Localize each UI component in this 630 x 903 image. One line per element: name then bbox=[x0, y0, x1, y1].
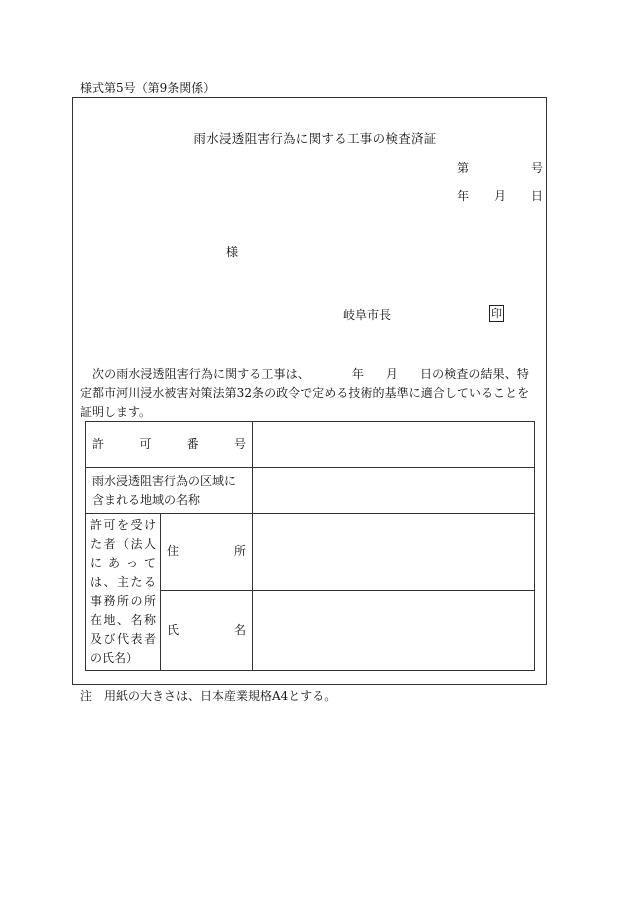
area-name-value[interactable] bbox=[253, 468, 535, 514]
paper-size-note: 注 用紙の大きさは、日本産業規格A4とする。 bbox=[80, 689, 337, 703]
statement-month: 月 bbox=[385, 367, 399, 381]
statement-text-b: 日の検査の結果、特 bbox=[420, 367, 529, 381]
address-row bbox=[86, 514, 535, 591]
number-suffix: 号 bbox=[531, 161, 544, 175]
form-number-header: 様式第5号（第9条関係） bbox=[80, 81, 216, 95]
name-value[interactable] bbox=[253, 590, 535, 670]
date-month: 月 bbox=[494, 189, 507, 203]
permit-holder-label: 許可を受けた者（法人にあっては、主たる事務所の所在地、名称及び代表者の氏名） bbox=[86, 514, 161, 671]
permit-number-label: 許 可 番 号 bbox=[86, 422, 253, 468]
permit-number-value[interactable] bbox=[253, 422, 535, 468]
date-year: 年 bbox=[457, 189, 470, 203]
area-name-row bbox=[86, 468, 535, 514]
details-table bbox=[85, 421, 535, 671]
certification-statement bbox=[80, 365, 546, 422]
permit-number-row bbox=[86, 422, 535, 468]
address-label: 住 所 bbox=[161, 514, 253, 591]
area-name-label: 雨水浸透阻害行為の区域に 含まれる地域の名称 bbox=[86, 468, 253, 514]
address-value[interactable] bbox=[253, 514, 535, 591]
statement-text-a: 次の雨水浸透阻害行為に関する工事は、 bbox=[92, 367, 310, 381]
issuer-name: 岐阜市長 bbox=[343, 308, 392, 322]
document-title: 雨水浸透阻害行為に関する工事の検査済証 bbox=[193, 131, 437, 146]
statement-line-2: 定都市河川浸水被害対策法第32条の政令で定める技術的基準に適合していることを bbox=[80, 386, 530, 400]
name-label: 氏 名 bbox=[161, 590, 253, 670]
seal-mark: 印 bbox=[491, 307, 502, 320]
number-prefix: 第 bbox=[457, 161, 470, 175]
statement-line-3: 証明します。 bbox=[80, 405, 152, 419]
statement-year: 年 bbox=[351, 367, 364, 381]
addressee-suffix: 様 bbox=[226, 245, 239, 259]
statement-line-1 bbox=[80, 365, 546, 384]
date-day: 日 bbox=[531, 189, 544, 203]
